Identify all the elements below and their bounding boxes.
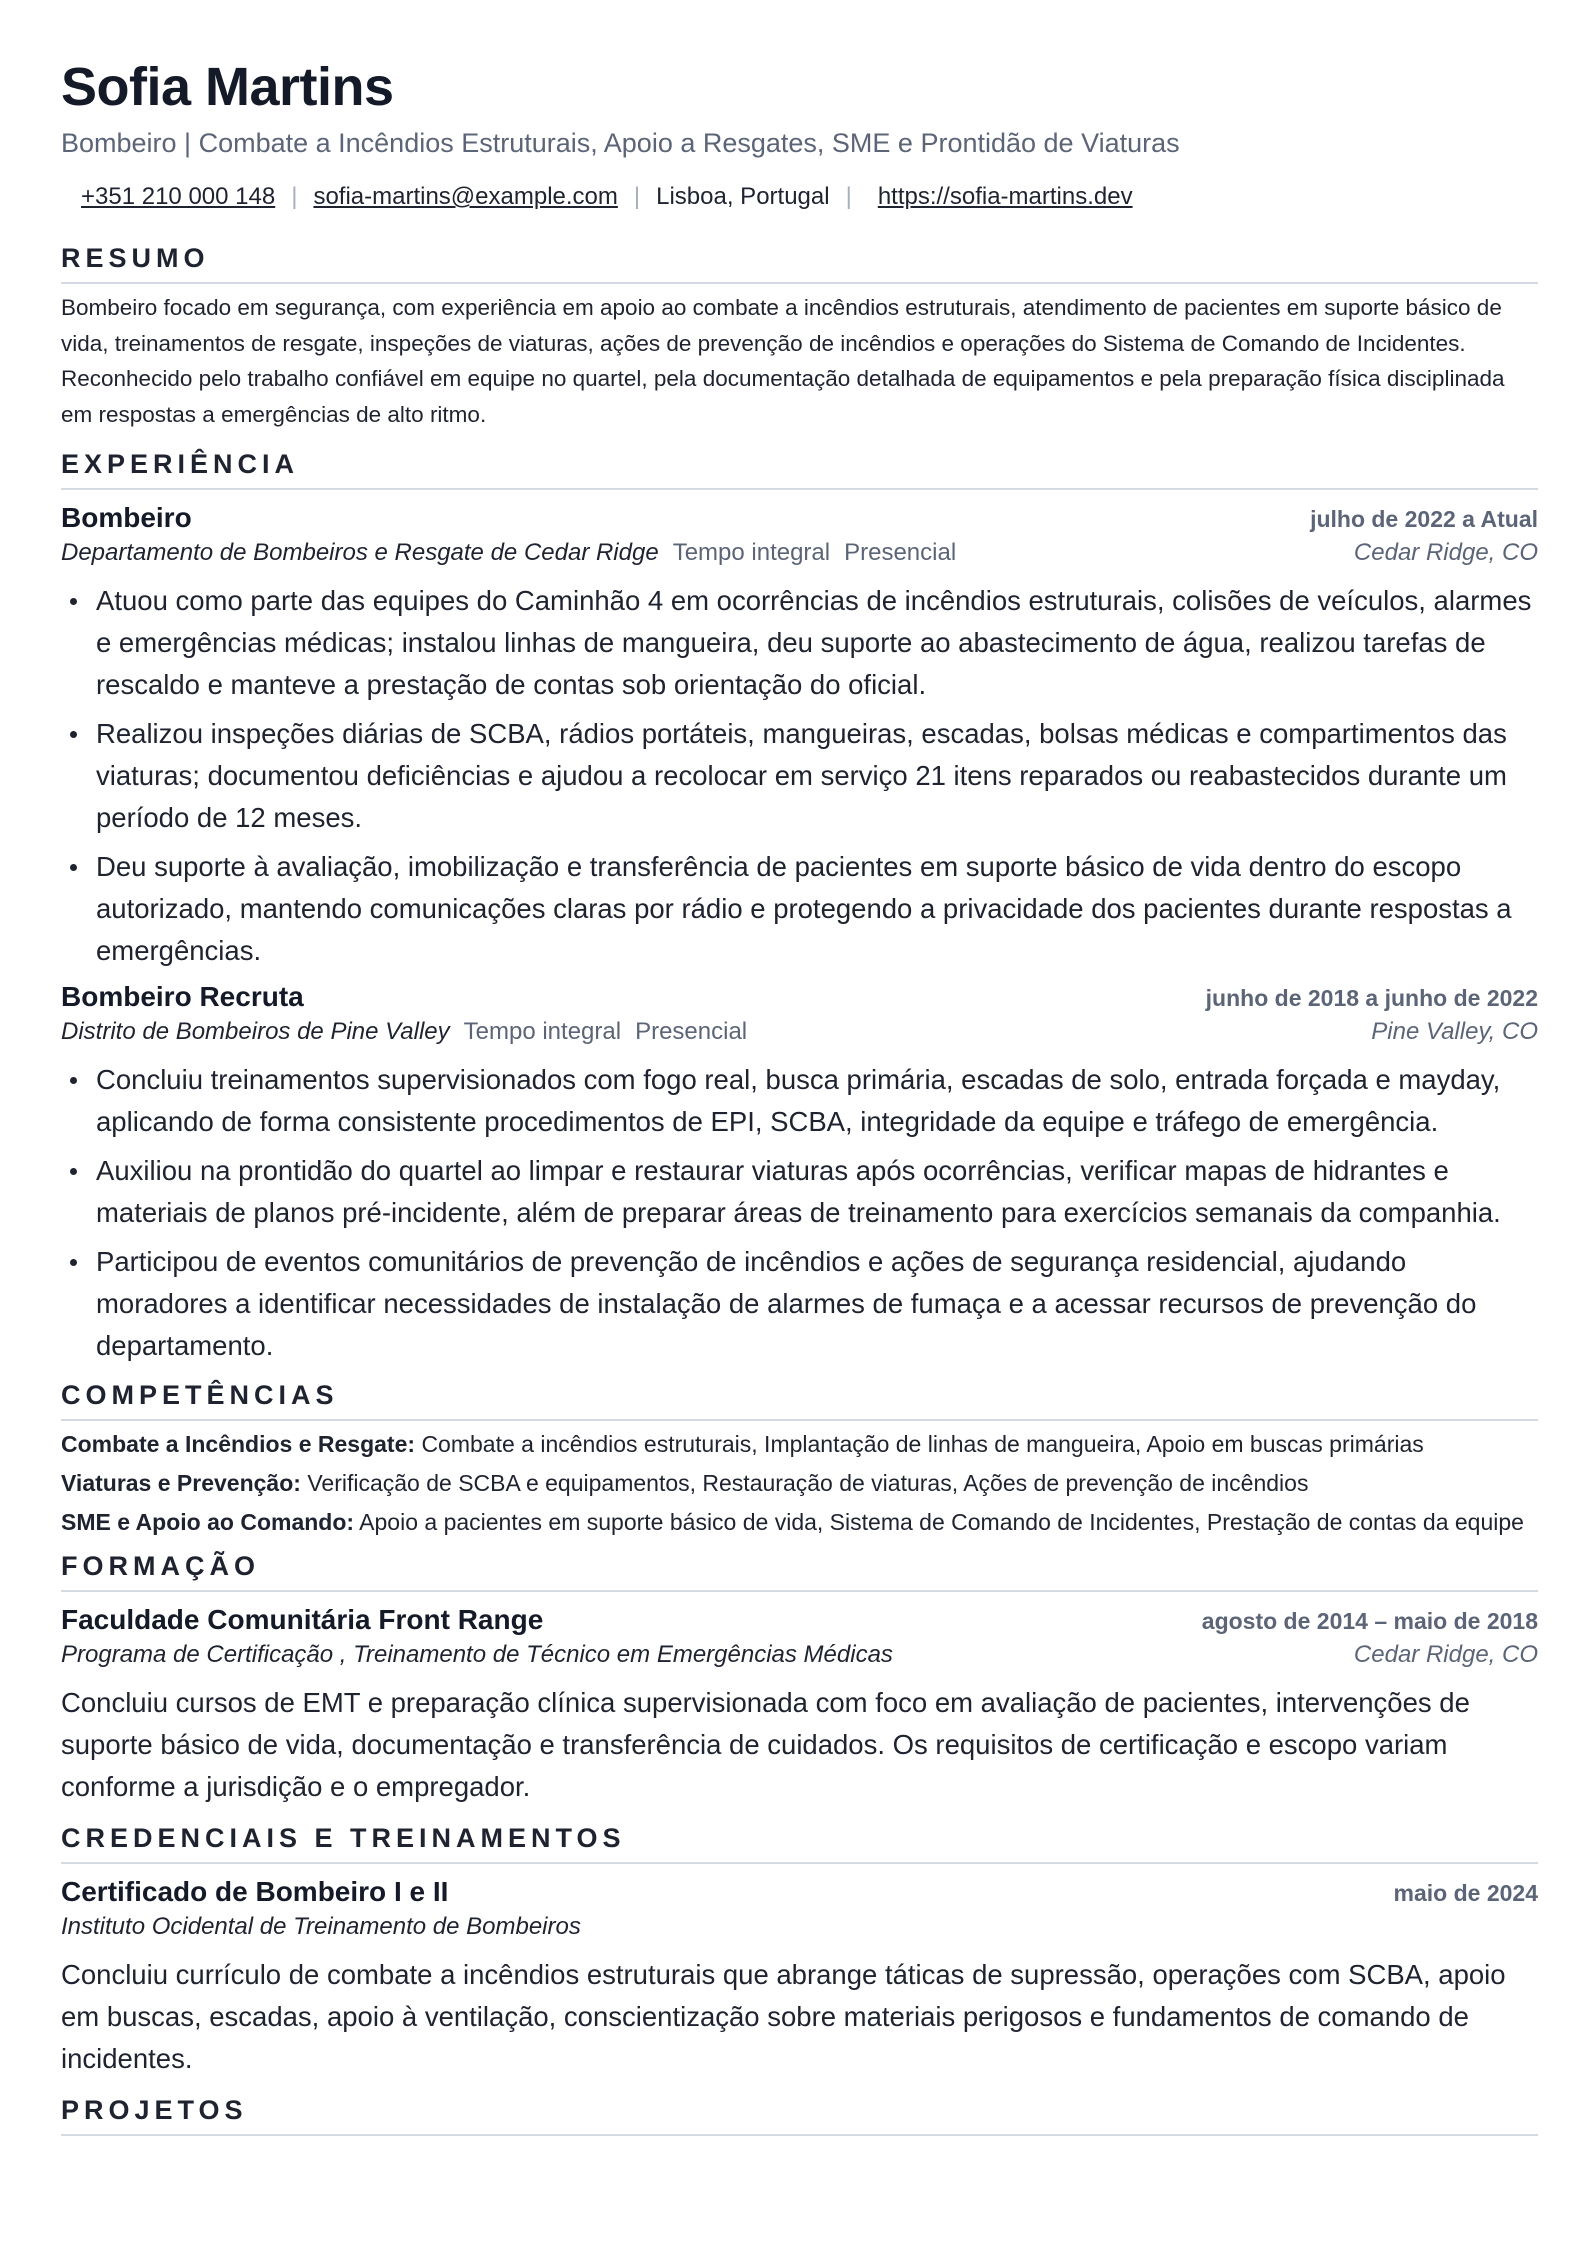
skill-group — [61, 1509, 1538, 1536]
job-location: Cedar Ridge, CO — [1353, 539, 1538, 566]
skill-group-label: Combate a Incêndios e Resgate: — [61, 1431, 416, 1457]
section-title-education: FORMAÇÃO — [61, 1548, 1538, 1592]
credential-date: maio de 2024 — [1393, 1880, 1538, 1906]
entry-header — [61, 1874, 1538, 1910]
candidate-name: Sofia Martins — [61, 57, 394, 117]
credential-entry — [61, 1874, 1538, 2080]
credential-description: Concluiu currículo de combate a incêndios estruturais que abrange táticas de supressão, operações com SCBA, apoio em buscas, escadas, apoio à ventilação, conscientização sobre materiais perigosos e fundamentos de comando de incidentes. — [61, 1959, 1506, 2074]
job-type: Tempo integral — [463, 1018, 622, 1045]
job-bullets — [61, 1059, 1538, 1367]
job-title: Bombeiro — [61, 502, 192, 533]
skill-group-items: Verificação de SCBA e equipamentos, Restauração de viaturas, Ações de prevenção de incêndios — [307, 1470, 1309, 1496]
entry-subheader — [61, 1638, 1538, 1672]
job-dates: julho de 2022 a Atual — [1310, 506, 1538, 532]
section-title-experience: EXPERIÊNCIA — [61, 446, 1538, 490]
job-location: Pine Valley, CO — [1371, 1018, 1538, 1045]
entry-header — [61, 1602, 1538, 1638]
job-dates: junho de 2018 a junho de 2022 — [1205, 985, 1538, 1011]
entry-subheader — [61, 536, 1538, 570]
contact-separator: | — [633, 183, 641, 210]
section-title-summary: RESUMO — [61, 240, 1538, 284]
education-description: Concluiu cursos de EMT e preparação clínica supervisionada com foco em avaliação de pacientes, intervenções de suporte básico de vida, documentação e transferência de cuidados. Os requisitos de certificação e escopo variam conforme a jurisdição e o empregador. — [61, 1687, 1470, 1802]
entry-subheader — [61, 1910, 1538, 1944]
school-name: Faculdade Comunitária Front Range — [61, 1604, 544, 1635]
contact-bar — [61, 180, 1538, 214]
bullet-item: Participou de eventos comunitários de prevenção de incêndios e ações de segurança residencial, ajudando moradores a identificar necessidades de instalação de alarmes de fumaça e a acessar recursos de prevenção do departamento. — [61, 1241, 1538, 1367]
summary-text: Bombeiro focado em segurança, com experiência em apoio ao combate a incêndios estruturais, atendimento de pacientes em suporte básico de vida, treinamentos de resgate, inspeções de viaturas, ações de prevenção de incêndios e operações do Sistema de Comando de Incidentes. Reconhecido pelo trabalho confiável em equipe no quartel, pela documentação detalhada de equipamentos e pela preparação física disciplinada em respostas a emergências de alto ritmo. — [61, 295, 1505, 427]
credential-name: Certificado de Bombeiro I e II — [61, 1876, 449, 1907]
bullet-item: Deu suporte à avaliação, imobilização e transferência de pacientes em suporte básico de vida dentro do escopo autorizado, mantendo comunicações claras por rádio e protegendo a privacidade dos pacientes durante respostas a emergências. — [61, 846, 1538, 972]
candidate-headline: Bombeiro | Combate a Incêndios Estruturais, Apoio a Resgates, SME e Prontidão de Viaturas — [61, 128, 1180, 158]
website-link[interactable]: https://sofia-martins.dev — [877, 183, 1133, 210]
location-text: Lisboa, Portugal — [656, 183, 830, 210]
education-entry — [61, 1602, 1538, 1808]
bullet-item: Realizou inspeções diárias de SCBA, rádios portáteis, mangueiras, escadas, bolsas médicas e compartimentos das viaturas; documentou deficiências e ajudou a recolocar em serviço 21 itens reparados ou reabastecidos durante um período de 12 meses. — [61, 713, 1538, 839]
email-link[interactable]: sofia-martins@example.com — [313, 183, 618, 210]
entry-header — [61, 500, 1538, 536]
credential-issuer: Instituto Ocidental de Treinamento de Bombeiros — [61, 1913, 581, 1940]
section-title-credentials: CREDENCIAIS E TREINAMENTOS — [61, 1820, 1538, 1864]
job-organization: Distrito de Bombeiros de Pine Valley — [61, 1018, 450, 1045]
section-title-skills: COMPETÊNCIAS — [61, 1377, 1538, 1421]
skill-group-items: Combate a incêndios estruturais, Implantação de linhas de mangueira, Apoio em buscas primárias — [421, 1431, 1424, 1457]
education-program: Programa de Certificação , Treinamento de Técnico em Emergências Médicas — [61, 1641, 893, 1668]
skill-group-items: Apoio a pacientes em suporte básico de vida, Sistema de Comando de Incidentes, Prestação de contas da equipe — [359, 1509, 1524, 1535]
bullet-item: Concluiu treinamentos supervisionados com fogo real, busca primária, escadas de solo, entrada forçada e mayday, aplicando de forma consistente procedimentos de EPI, SCBA, integridade da equipe e tráfego de emergência. — [61, 1059, 1538, 1143]
phone-link[interactable]: +351 210 000 148 — [81, 183, 276, 210]
skill-group-label: Viaturas e Prevenção: — [61, 1470, 301, 1496]
job-title: Bombeiro Recruta — [61, 981, 304, 1012]
job-bullets — [61, 580, 1538, 972]
education-dates: agosto de 2014 – maio de 2018 — [1201, 1608, 1538, 1634]
bullet-item: Auxiliou na prontidão do quartel ao limpar e restaurar viaturas após ocorrências, verificar mapas de hidrantes e materiais de planos pré-incidente, além de preparar áreas de treinamento para exercícios semanais da companhia. — [61, 1150, 1538, 1234]
job-mode: Presencial — [844, 539, 957, 566]
entry-subheader — [61, 1015, 1538, 1049]
section-title-projects: PROJETOS — [61, 2092, 1538, 2136]
education-location: Cedar Ridge, CO — [1353, 1641, 1538, 1668]
bullet-item: Atuou como parte das equipes do Caminhão 4 em ocorrências de incêndios estruturais, colisões de veículos, alarmes e emergências médicas; instalou linhas de mangueira, deu suporte ao abastecimento de água, realizou tarefas de rescaldo e manteve a prestação de contas sob orientação do oficial. — [61, 580, 1538, 706]
experience-entry — [61, 979, 1538, 1367]
experience-entry — [61, 500, 1538, 972]
contact-separator: | — [845, 183, 852, 210]
skill-group — [61, 1431, 1538, 1458]
contact-separator: | — [291, 183, 298, 210]
job-mode: Presencial — [635, 1018, 748, 1045]
skills-list — [61, 1431, 1538, 1536]
skill-group-label: SME e Apoio ao Comando: — [61, 1509, 355, 1535]
entry-header — [61, 979, 1538, 1015]
skill-group — [61, 1470, 1538, 1497]
job-organization: Departamento de Bombeiros e Resgate de Cedar Ridge — [61, 539, 659, 566]
job-type: Tempo integral — [672, 539, 831, 566]
